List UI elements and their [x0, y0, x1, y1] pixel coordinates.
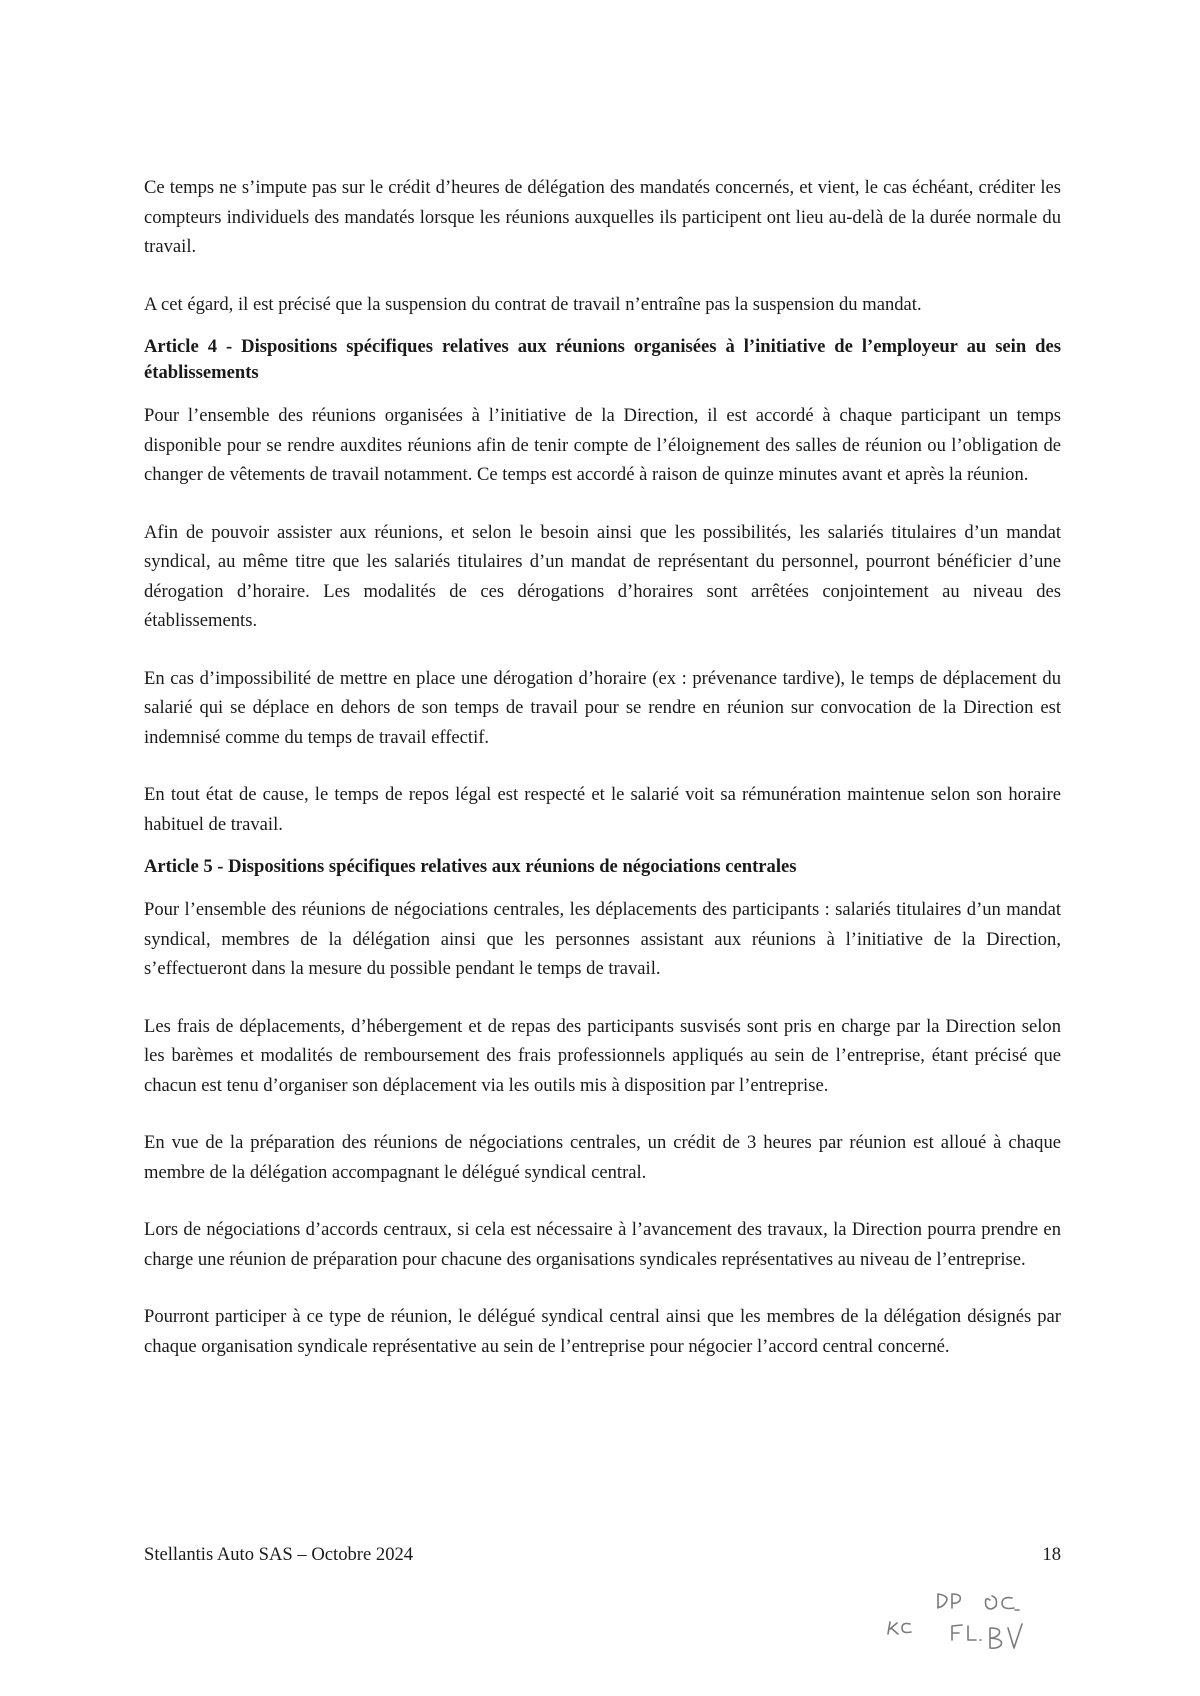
article-5-heading: Article 5 - Dispositions spécifiques relatives aux réunions de négociations centrales: [144, 856, 797, 877]
paragraph: A cet égard, il est précisé que la suspension du contrat de travail n’entraîne pas la suspension du mandat.: [144, 293, 922, 315]
paragraph: Pourront participer à ce type de réunion, le délégué syndical central ainsi que les membres de la délégation désignés par chaque organisation syndicale représentative au sein de l’entreprise pour négocier l’accord central concerné.: [144, 1306, 1061, 1357]
handwritten-initials: [880, 1582, 1070, 1662]
paragraph: Ce temps ne s’impute pas sur le crédit d’heures de délégation des mandatés concernés, et vient, le cas échéant, créditer les compteurs individuels des mandatés lorsque les réunions auxquelles ils participent ont lieu au-delà de la durée normale du travail.: [144, 177, 1061, 257]
page-content: [144, 173, 1061, 1361]
paragraph: Afin de pouvoir assister aux réunions, et selon le besoin ainsi que les possibilités, les salariés titulaires d’un mandat syndical, au même titre que les salariés titulaires d’un mandat de représentant du personnel, pourront bénéficier d’une dérogation d’horaire. Les modalités de ces dérogations d’horaires sont arrêtées conjointement au niveau des établissements.: [144, 521, 1061, 631]
paragraph: En cas d’impossibilité de mettre en place une dérogation d’horaire (ex : prévenance tardive), le temps de déplacement du salarié qui se déplace en dehors de son temps de travail pour se rendre en réunion sur convocation de la Direction est indemnisé comme du temps de travail effectif.: [144, 667, 1061, 748]
paragraph: Les frais de déplacements, d’hébergement et de repas des participants susvisés sont pris en charge par la Direction selon les barèmes et modalités de remboursement des frais professionnels appliqués au sein de l’entreprise, étant précisé que chacun est tenu d’organiser son déplacement via les outils mis à disposition par l’entreprise.: [144, 1015, 1061, 1096]
paragraph: Lors de négociations d’accords centraux, si cela est nécessaire à l’avancement des travaux, la Direction pourra prendre en charge une réunion de préparation pour chacune des organisations syndicales représentatives au niveau de l’entreprise.: [144, 1219, 1061, 1270]
paragraph: En tout état de cause, le temps de repos légal est respecté et le salarié voit sa rémunération maintenue selon son horaire habituel de travail.: [144, 784, 1061, 835]
page-number: 18: [1042, 1544, 1061, 1565]
paragraph: En vue de la préparation des réunions de négociations centrales, un crédit de 3 heures par réunion est alloué à chaque membre de la délégation accompagnant le délégué syndical central.: [144, 1132, 1061, 1183]
article-4-heading: Article 4 - Dispositions spécifiques relatives aux réunions organisées à l’initiative de l’employeur au sein des établissements: [144, 336, 1061, 383]
paragraph: Pour l’ensemble des réunions organisées à l’initiative de la Direction, il est accordé à chaque participant un temps disponible pour se rendre auxdites réunions afin de tenir compte de l’éloignement des salles de réunion ou l’obligation de changer de vêtements de travail notamment. Ce temps est accordé à raison de quinze minutes avant et après la réunion.: [144, 405, 1061, 485]
footer-document-label: Stellantis Auto SAS – Octobre 2024: [144, 1544, 414, 1565]
paragraph: Pour l’ensemble des réunions de négociations centrales, les déplacements des participants : salariés titulaires d’un mandat syndical, membres de la délégation ainsi que les personnes assistant aux réunions à l’initiative de la Direction, s’effectueront dans la mesure du possible pendant le temps de travail.: [144, 899, 1061, 979]
page-footer: [144, 1542, 1061, 1568]
